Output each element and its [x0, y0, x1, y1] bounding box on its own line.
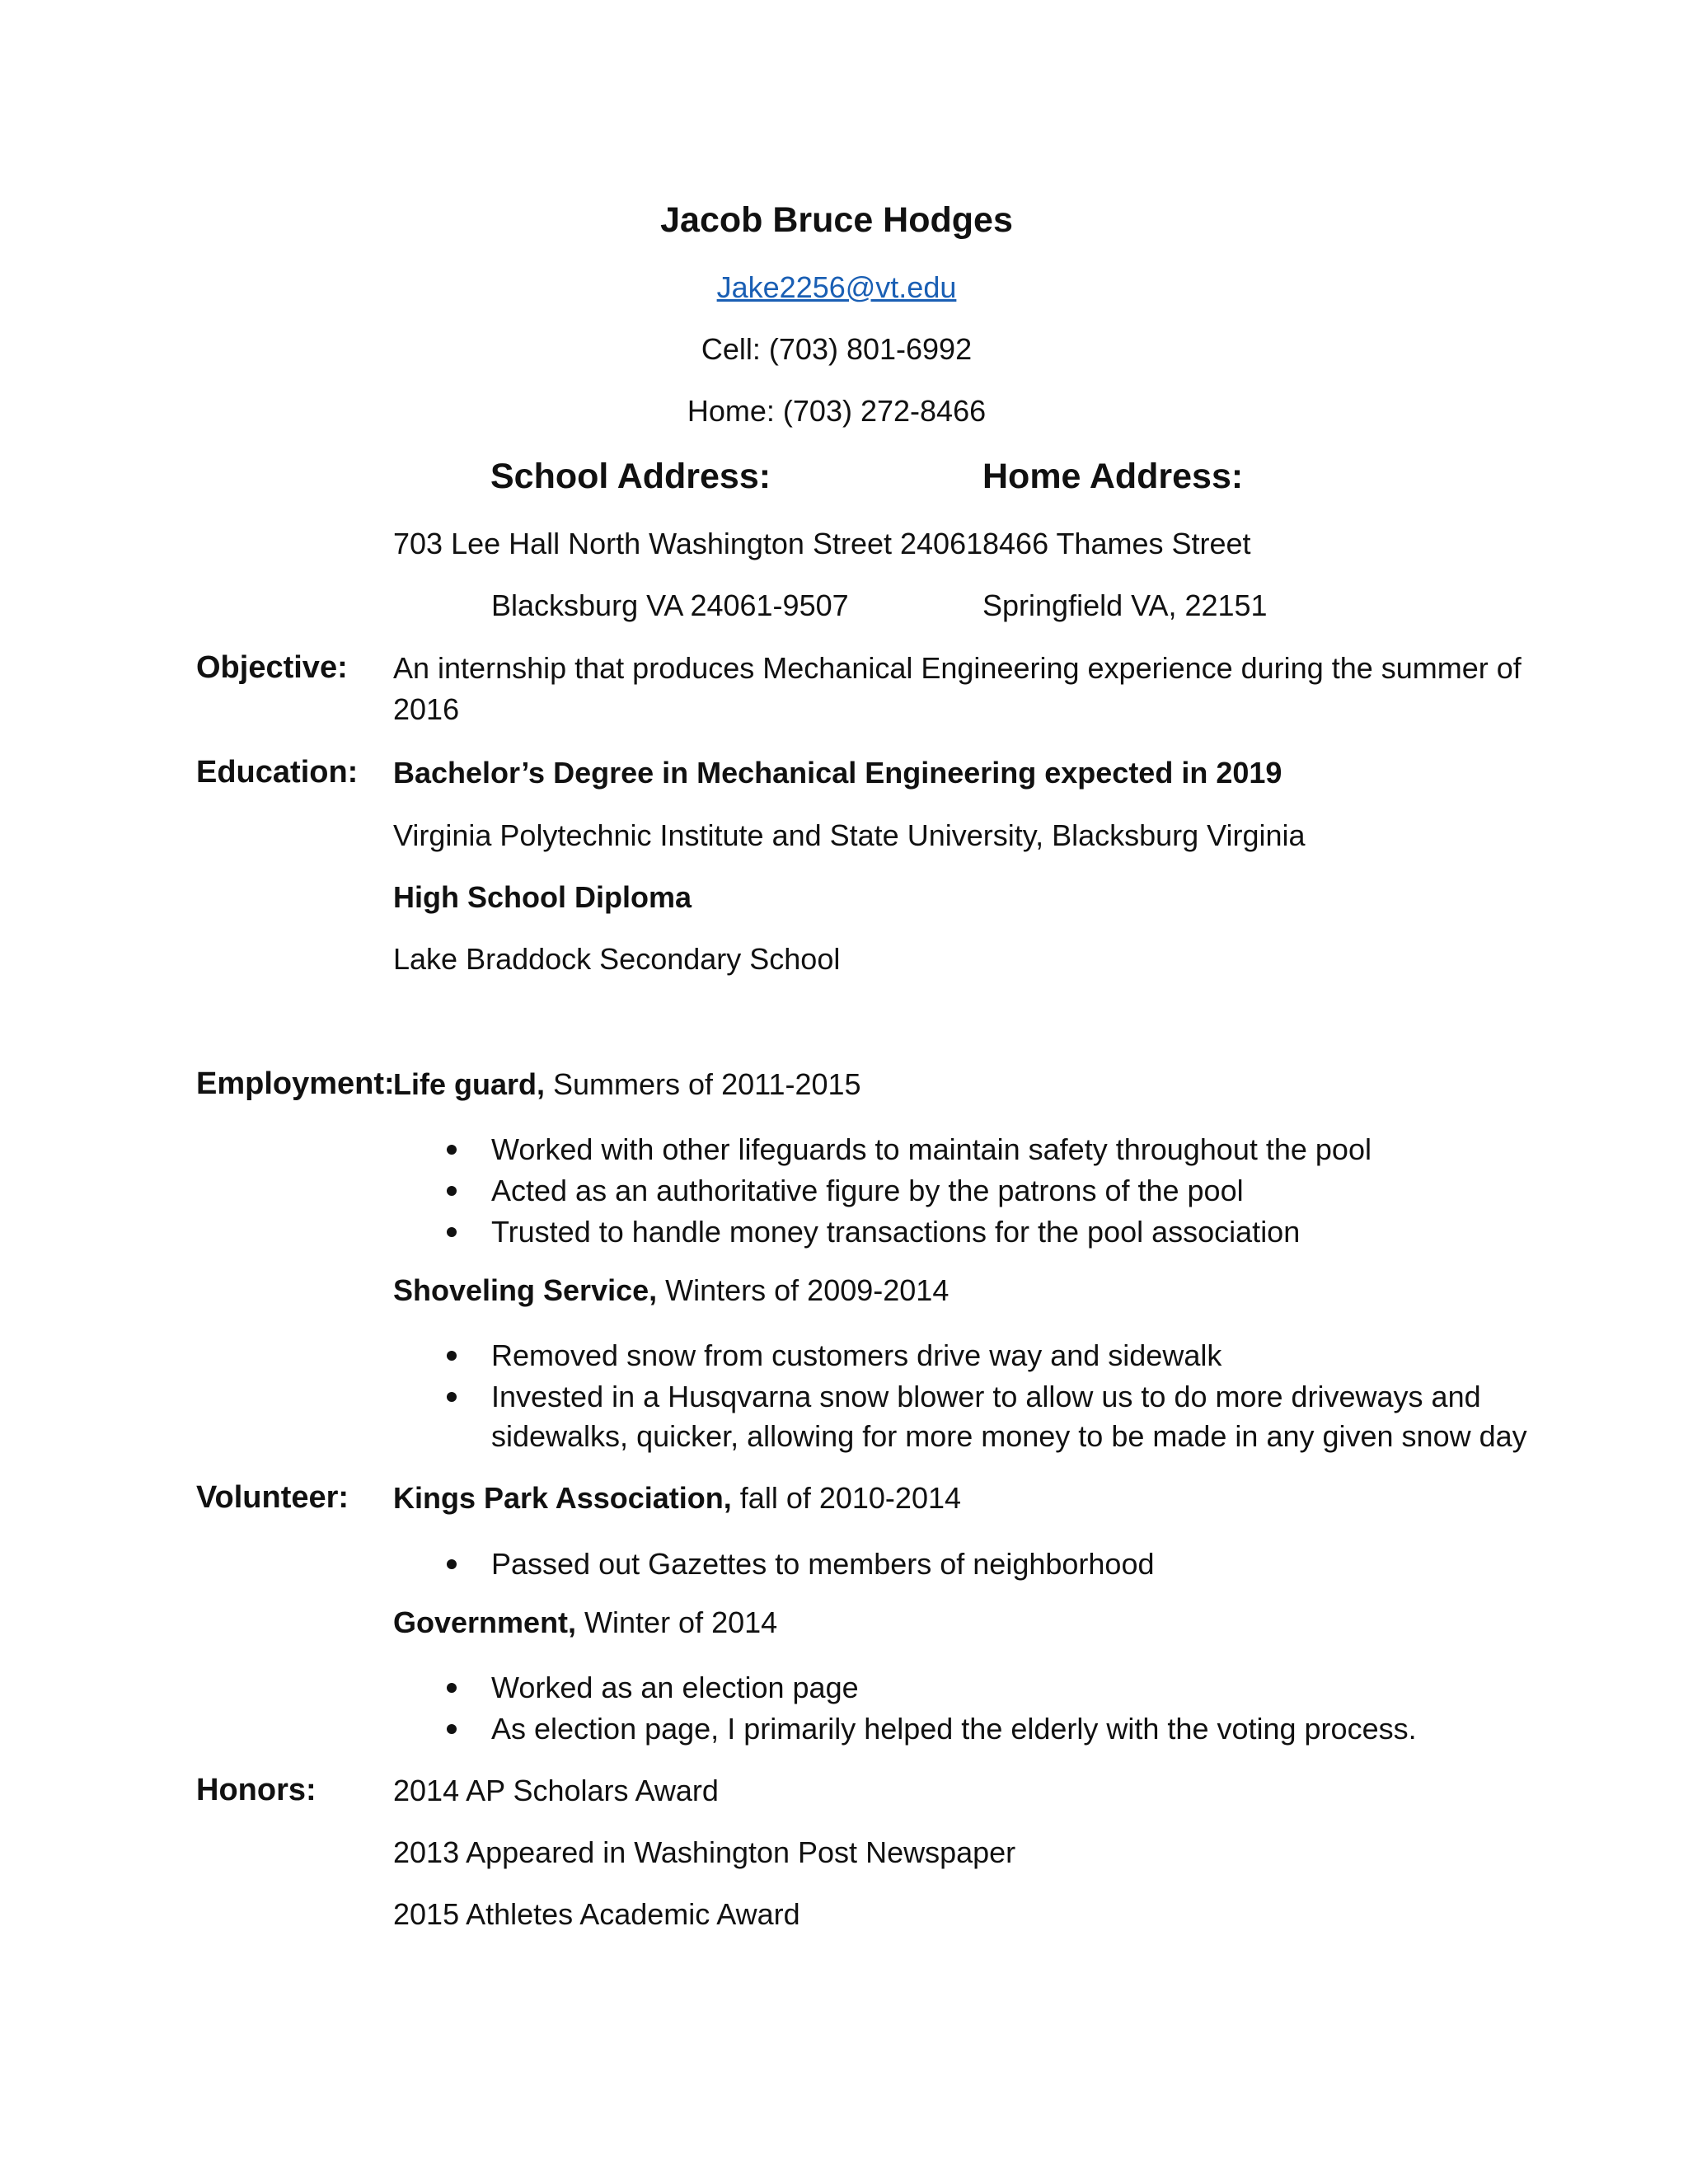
volunteer-period: fall of 2010-2014: [731, 1481, 962, 1515]
high-school: Lake Braddock Secondary School: [393, 942, 841, 976]
home-address-line2: Springfield VA, 22151: [982, 588, 1268, 622]
diploma: High School Diploma: [393, 880, 692, 914]
school-address-line2: Blacksburg VA 24061-9507: [491, 588, 849, 622]
university: Virginia Polytechnic Institute and State University, Blacksburg Virginia: [393, 818, 1306, 852]
school-address-line1: 703 Lee Hall North Washington Street 24061: [393, 527, 983, 560]
job-bullet: Acted as an authoritative figure by the patrons of the pool: [491, 1174, 1244, 1207]
volunteer-bullet: As election page, I primarily helped the elderly with the voting process.: [491, 1712, 1417, 1746]
volunteer-title: Government,: [393, 1605, 577, 1639]
volunteer-title: Kings Park Association,: [393, 1481, 732, 1515]
school-address-heading: School Address:: [490, 457, 771, 496]
job-period: Summers of 2011-2015: [545, 1067, 861, 1101]
degree: Bachelor’s Degree in Mechanical Engineering expected in 2019: [393, 756, 1282, 790]
honor-item: 2015 Athletes Academic Award: [393, 1897, 800, 1931]
employment-label: Employment:: [196, 1066, 395, 1101]
email-link[interactable]: Jake2256@vt.edu: [716, 270, 957, 304]
job-bullet-continuation: sidewalks, quicker, allowing for more money to be made in any given snow day: [491, 1419, 1527, 1453]
objective-label: Objective:: [196, 650, 348, 685]
home-phone: Home: (703) 272-8466: [687, 394, 987, 428]
volunteer-period: Winter of 2014: [576, 1605, 778, 1639]
honor-item: 2014 AP Scholars Award: [393, 1774, 719, 1807]
volunteer-label: Volunteer:: [196, 1480, 349, 1515]
job-period: Winters of 2009-2014: [657, 1273, 950, 1307]
volunteer-heading: [393, 1478, 961, 1519]
bullet-dot: [447, 1186, 457, 1196]
cell-phone: Cell: (703) 801-6992: [701, 332, 973, 366]
resume-name: Jacob Bruce Hodges: [660, 200, 1013, 240]
honors-label: Honors:: [196, 1773, 316, 1807]
bullet-dot: [447, 1227, 457, 1237]
job-heading: [393, 1064, 861, 1105]
job-bullet: Removed snow from customers drive way and sidewalk: [491, 1338, 1222, 1372]
job-heading: [393, 1270, 949, 1311]
bullet-dot: [447, 1392, 457, 1402]
bullet-dot: [447, 1145, 457, 1155]
bullet-dot: [447, 1683, 457, 1693]
email-link-wrap: [536, 267, 1137, 308]
objective-line2: 2016: [393, 692, 460, 726]
job-bullet: Worked with other lifeguards to maintain safety throughout the pool: [491, 1132, 1372, 1166]
volunteer-bullet: Passed out Gazettes to members of neighborhood: [491, 1547, 1155, 1581]
objective-line1: An internship that produces Mechanical Engineering experience during the summer of: [393, 651, 1522, 685]
job-title: Life guard,: [393, 1067, 546, 1101]
home-address-heading: Home Address:: [982, 457, 1244, 496]
job-title: Shoveling Service,: [393, 1273, 658, 1307]
job-bullet: Invested in a Husqvarna snow blower to allow us to do more driveways and: [491, 1380, 1481, 1413]
volunteer-heading: [393, 1602, 777, 1643]
home-address-line1: 8466 Thames Street: [982, 527, 1251, 560]
volunteer-bullet: Worked as an election page: [491, 1671, 859, 1704]
job-bullet: Trusted to handle money transactions for the pool association: [491, 1215, 1301, 1249]
honor-item: 2013 Appeared in Washington Post Newspaper: [393, 1835, 1016, 1869]
bullet-dot: [447, 1724, 457, 1734]
bullet-dot: [447, 1559, 457, 1569]
bullet-dot: [447, 1351, 457, 1361]
education-label: Education:: [196, 755, 359, 790]
